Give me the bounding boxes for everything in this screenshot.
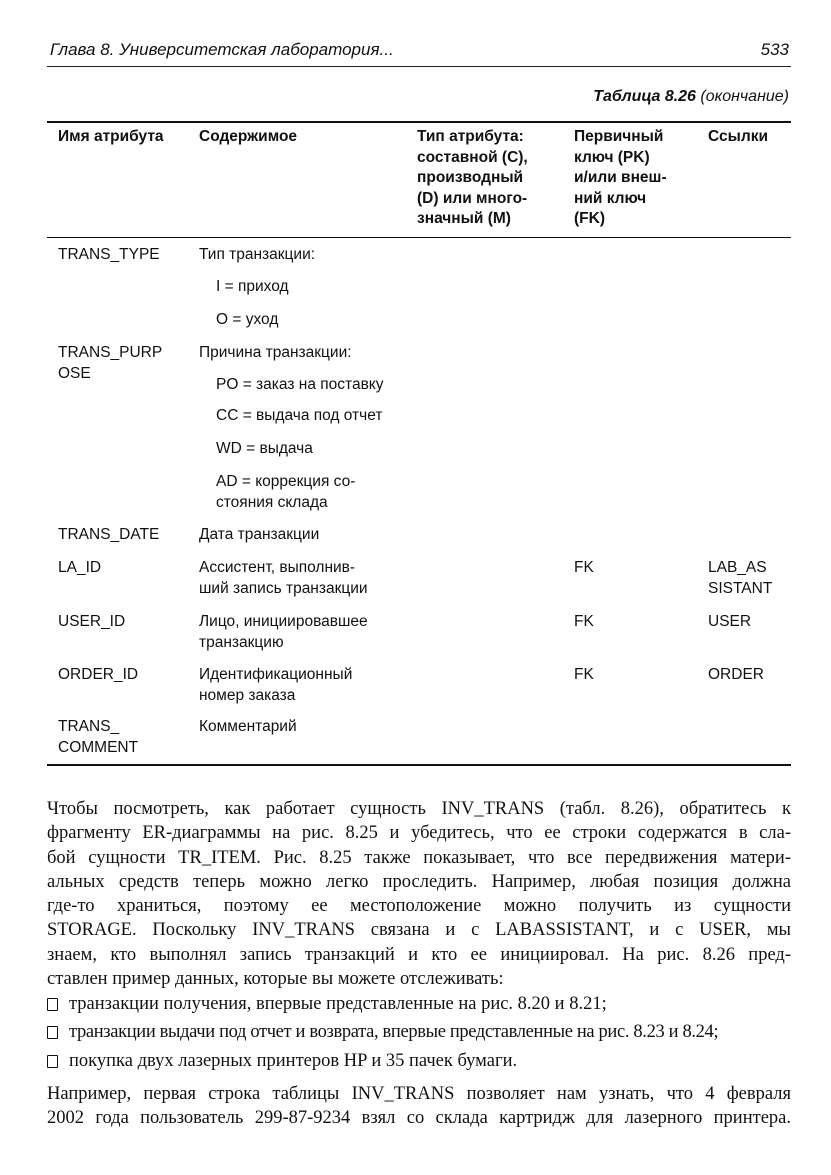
table-cell-attribute-name: USER_ID (58, 613, 126, 630)
table-cell-attribute-name: TRANS_DATE (58, 526, 160, 543)
table-cell-content: CC = выдача под отчет (216, 407, 383, 424)
table-cell-key: FK (574, 666, 594, 683)
paragraph-line: 2002 года пользователь 299-87-9234 взял со склада картридж для лазерного принтера. (47, 1108, 791, 1129)
running-head (47, 40, 791, 62)
paragraph-line: фрагменту ER-диаграммы на рис. 8.25 и убедитесь, что ее строки содержатся в сла- (47, 823, 791, 844)
table-cell-reference: USER (708, 613, 752, 630)
column-header-content: Содержимое (199, 128, 298, 145)
table-cell-key: FK (574, 613, 594, 630)
table-cell-attribute-name: TRANS_ COMMENT (58, 718, 139, 756)
table-cell-content: Тип транзакции: (199, 246, 316, 263)
table-cell-content: O = уход (216, 311, 279, 328)
table-cell-content: Причина транзакции: (199, 344, 352, 361)
square-bullet-icon (47, 998, 58, 1011)
paragraph-line: STORAGE. Поскольку INV_TRANS связана и с LABASSISTANT, и с USER, мы (47, 920, 791, 941)
table-cell-content: Ассистент, выполнив- ший запись транзакции (199, 559, 368, 597)
table-cell-attribute-name: TRANS_PURP OSE (58, 344, 163, 382)
page-number: 533 (760, 40, 789, 59)
body-paragraph (47, 797, 791, 991)
column-header-references: Ссылки (708, 128, 768, 145)
square-bullet-icon (47, 1026, 58, 1039)
table-cell-reference: LAB_AS SISTANT (708, 559, 773, 597)
table-cell-attribute-name: LA_ID (58, 559, 102, 576)
chapter-title: Глава 8. Университетская лаборатория... (50, 40, 394, 59)
column-header-key: Первичный ключ (PK) и/или внеш- ний ключ (FK) (574, 128, 667, 227)
column-header-attribute-name: Имя атрибута (58, 128, 164, 145)
table-cell-content: AD = коррекция со- стояния склада (216, 473, 356, 511)
table-cell-key: FK (574, 559, 594, 576)
table-cell-content: I = приход (216, 278, 289, 295)
table-cell-attribute-name: TRANS_TYPE (58, 246, 160, 263)
table-cell-content: Комментарий (199, 718, 297, 735)
table-caption-note: (окончание) (700, 88, 789, 105)
square-bullet-icon (47, 1055, 58, 1068)
table-caption-label: Таблица 8.26 (593, 88, 696, 105)
column-header-attribute-type: Тип атрибута: составной (C), производный (D) или много- значный (M) (417, 128, 528, 227)
table-cell-reference: ORDER (708, 666, 764, 683)
paragraph-line: Чтобы посмотреть, как работает сущность INV_TRANS (табл. 8.26), обратитесь к (47, 799, 791, 819)
table-cell-content: WD = выдача (216, 440, 313, 457)
body-paragraph (47, 1082, 791, 1131)
table-cell-content: Лицо, инициировавшее транзакцию (199, 613, 368, 651)
list-item-text: покупка двух лазерных принтеров HP и 35 пачек бумаги. (69, 1051, 518, 1071)
list-item-text: транзакции выдачи под отчет и возврата, впервые представленные на рис. 8.23 и 8.24; (69, 1022, 719, 1042)
table-header-rule (47, 237, 791, 238)
book-page (47, 0, 791, 1175)
table-caption (593, 88, 789, 106)
paragraph-line: ставлен пример данных, которые вы можете отслеживать: (47, 969, 504, 990)
paragraph-line: где-то храниться, поэтому ее местоположение можно получить из сущности (47, 896, 791, 917)
table-cell-content: Дата транзакции (199, 526, 320, 543)
table-cell-attribute-name: ORDER_ID (58, 666, 139, 683)
table-cell-content: Идентификационный номер заказа (199, 666, 353, 704)
table-cell-content: PO = заказ на поставку (216, 376, 384, 393)
paragraph-line: знаем, кто выполнял запись транзакций и кто ее инициировал. На рис. 8.26 пред- (47, 944, 791, 965)
paragraph-line: Например, первая строка таблицы INV_TRANS позволяет нам узнать, что 4 февраля (47, 1084, 791, 1104)
paragraph-line: альных средств теперь можно легко проследить. Например, любая позиция должна (47, 871, 791, 892)
header-rule (47, 66, 791, 67)
paragraph-line: бой сущности TR_ITEM. Рис. 8.25 также показывает, что все передвижения матери- (47, 847, 791, 868)
table-top-rule (47, 121, 791, 123)
table-bottom-rule (47, 764, 791, 766)
list-item-text: транзакции получения, впервые представленные на рис. 8.20 и 8.21; (69, 994, 607, 1014)
